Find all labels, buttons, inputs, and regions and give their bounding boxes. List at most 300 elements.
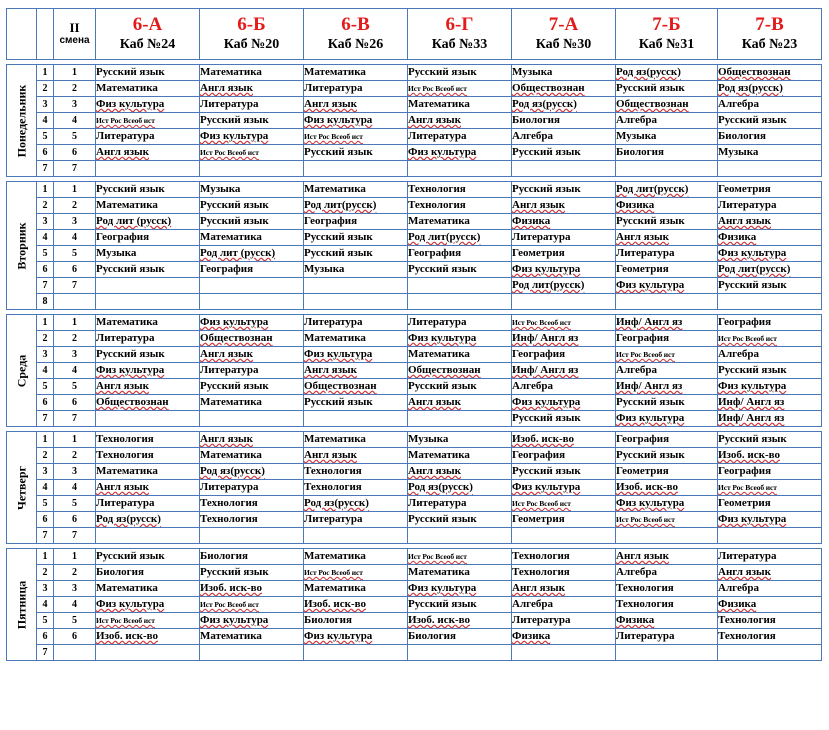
class-name: 7-А	[548, 14, 579, 35]
day-label-cell	[7, 315, 37, 427]
subject-cell: Русский язык	[200, 113, 304, 129]
subject-cell: Алгебра	[616, 113, 718, 129]
lesson-number: 3	[54, 464, 96, 480]
row-number: 5	[37, 613, 54, 629]
row-number: 4	[37, 363, 54, 379]
subject-cell: Геометрия	[718, 496, 822, 512]
lesson-row	[7, 81, 822, 97]
subject-cell: Физика	[512, 629, 616, 645]
subject-cell: Физ культура	[408, 145, 512, 161]
subject-cell: Биология	[200, 549, 304, 565]
subject-cell: Род лит(русск)	[616, 182, 718, 198]
subject-cell: Литература	[512, 613, 616, 629]
shift-header	[54, 9, 96, 60]
lesson-number: 5	[54, 613, 96, 629]
subject-cell: Музыка	[718, 145, 822, 161]
class-header	[200, 9, 304, 60]
lesson-number: 4	[54, 480, 96, 496]
row-number: 7	[37, 645, 54, 661]
subject-cell	[304, 161, 408, 177]
subject-cell: Англ язык	[200, 347, 304, 363]
subject-cell: Род яз(русск)	[96, 512, 200, 528]
subject-cell: Технология	[408, 198, 512, 214]
subject-cell: Музыка	[200, 182, 304, 198]
subject-cell: Изоб. иск-во	[616, 480, 718, 496]
lesson-number: 4	[54, 597, 96, 613]
subject-cell: Ист Рос Всеоб ист	[96, 113, 200, 129]
lesson-number: 1	[54, 549, 96, 565]
lesson-number: 5	[54, 496, 96, 512]
subject-cell	[304, 278, 408, 294]
subject-cell: География	[512, 347, 616, 363]
lesson-row	[7, 363, 822, 379]
subject-cell: Геометрия	[512, 512, 616, 528]
header-row	[7, 9, 822, 60]
subject-cell: Литература	[408, 315, 512, 331]
subject-cell: Математика	[96, 315, 200, 331]
lesson-row	[7, 432, 822, 448]
room-number: Каб №24	[119, 37, 176, 52]
subject-cell: Физ культура	[304, 347, 408, 363]
lesson-row	[7, 113, 822, 129]
lesson-row	[7, 528, 822, 544]
subject-cell: Литература	[200, 97, 304, 113]
lesson-number: 2	[54, 565, 96, 581]
lesson-row	[7, 198, 822, 214]
subject-cell: География	[512, 448, 616, 464]
subject-cell: Род яз(русск)	[200, 464, 304, 480]
subject-cell: Род лит(русск)	[408, 230, 512, 246]
subject-cell	[408, 294, 512, 310]
subject-cell: Англ язык	[96, 145, 200, 161]
row-number: 4	[37, 113, 54, 129]
subject-cell: Физ культура	[512, 480, 616, 496]
subject-cell	[200, 294, 304, 310]
subject-cell: Русский язык	[96, 347, 200, 363]
subject-cell: Англ язык	[408, 395, 512, 411]
lesson-number: 1	[54, 65, 96, 81]
subject-cell: Русский язык	[616, 395, 718, 411]
lesson-number: 6	[54, 262, 96, 278]
subject-cell	[408, 161, 512, 177]
subject-cell: Математика	[96, 81, 200, 97]
subject-cell: Англ язык	[304, 448, 408, 464]
subject-cell: Русский язык	[512, 182, 616, 198]
subject-cell: Биология	[718, 129, 822, 145]
day-label: Понедельник	[14, 84, 28, 157]
subject-cell: Литература	[718, 549, 822, 565]
subject-cell	[512, 294, 616, 310]
row-number: 2	[37, 448, 54, 464]
subject-cell: Физ культура	[512, 262, 616, 278]
row-number: 3	[37, 464, 54, 480]
subject-cell	[200, 645, 304, 661]
subject-cell: Физика	[718, 230, 822, 246]
lesson-number: 7	[54, 161, 96, 177]
lesson-row	[7, 629, 822, 645]
subject-cell: Англ язык	[512, 198, 616, 214]
lesson-number: 1	[54, 432, 96, 448]
lesson-row	[7, 97, 822, 113]
subject-cell: География	[718, 464, 822, 480]
subject-cell: Англ язык	[718, 214, 822, 230]
subject-cell: Род лит (русск)	[200, 246, 304, 262]
lesson-number: 7	[54, 411, 96, 427]
subject-cell: Русский язык	[200, 198, 304, 214]
subject-cell: Технология	[718, 613, 822, 629]
lesson-row	[7, 581, 822, 597]
subject-cell: Литература	[304, 81, 408, 97]
subject-cell: Русский язык	[718, 432, 822, 448]
lesson-number: 3	[54, 581, 96, 597]
row-number: 7	[37, 161, 54, 177]
subject-cell: Изоб. иск-во	[718, 448, 822, 464]
subject-cell: Литература	[304, 315, 408, 331]
lesson-row	[7, 161, 822, 177]
lesson-row	[7, 331, 822, 347]
subject-cell: Род яз(русск)	[718, 81, 822, 97]
subject-cell: Русский язык	[304, 230, 408, 246]
subject-cell	[718, 294, 822, 310]
row-number: 5	[37, 379, 54, 395]
subject-cell: Физ культура	[616, 411, 718, 427]
row-number: 6	[37, 629, 54, 645]
subject-cell	[96, 645, 200, 661]
subject-cell: Биология	[512, 113, 616, 129]
subject-cell: Математика	[200, 629, 304, 645]
subject-cell: Литература	[304, 512, 408, 528]
lesson-row	[7, 145, 822, 161]
subject-cell: Русский язык	[96, 182, 200, 198]
subject-cell: Изоб. иск-во	[96, 629, 200, 645]
row-number: 3	[37, 581, 54, 597]
class-header	[96, 9, 200, 60]
lesson-row	[7, 214, 822, 230]
subject-cell: Музыка	[512, 65, 616, 81]
lesson-number: 2	[54, 198, 96, 214]
lesson-row	[7, 565, 822, 581]
subject-cell: Физика	[512, 214, 616, 230]
lesson-number: 6	[54, 145, 96, 161]
subject-cell: Ист Рос Всеоб ист	[718, 331, 822, 347]
lesson-number: 6	[54, 629, 96, 645]
lesson-number: 5	[54, 129, 96, 145]
subject-cell: Англ язык	[512, 581, 616, 597]
subject-cell: Англ язык	[616, 549, 718, 565]
subject-cell: Русский язык	[96, 262, 200, 278]
subject-cell: Ист Рос Всеоб ист	[616, 347, 718, 363]
lesson-row	[7, 549, 822, 565]
subject-cell: Физ культура	[512, 395, 616, 411]
subject-cell: Русский язык	[616, 448, 718, 464]
subject-cell: Род яз(русск)	[512, 97, 616, 113]
lesson-row	[7, 613, 822, 629]
subject-cell: Ист Рос Всеоб ист	[512, 315, 616, 331]
subject-cell	[408, 411, 512, 427]
subject-cell: Алгебра	[512, 597, 616, 613]
class-name: 6-В	[341, 14, 370, 35]
row-number: 2	[37, 198, 54, 214]
day-label-cell	[7, 182, 37, 310]
subject-cell: Литература	[718, 198, 822, 214]
subject-cell: Род яз(русск)	[304, 496, 408, 512]
room-number: Каб №33	[431, 37, 488, 52]
subject-cell: Литература	[96, 496, 200, 512]
subject-cell: Русский язык	[304, 145, 408, 161]
class-header	[304, 9, 408, 60]
lesson-number: 2	[54, 331, 96, 347]
subject-cell: Англ язык	[304, 97, 408, 113]
subject-cell: Физ культура	[616, 496, 718, 512]
subject-cell: Музыка	[408, 432, 512, 448]
lesson-number	[54, 294, 96, 310]
subject-cell: Русский язык	[512, 411, 616, 427]
subject-cell: Технология	[512, 549, 616, 565]
subject-cell	[408, 278, 512, 294]
subject-cell: Русский язык	[408, 379, 512, 395]
subject-cell: Литература	[408, 129, 512, 145]
subject-cell	[96, 278, 200, 294]
subject-cell	[718, 645, 822, 661]
subject-cell	[96, 528, 200, 544]
subject-cell	[304, 528, 408, 544]
subject-cell: Русский язык	[96, 549, 200, 565]
subject-cell: Литература	[512, 230, 616, 246]
subject-cell: Технология	[304, 480, 408, 496]
subject-cell	[96, 161, 200, 177]
subject-cell: Математика	[200, 65, 304, 81]
subject-cell: Физ культура	[304, 629, 408, 645]
row-number: 2	[37, 565, 54, 581]
subject-cell: Технология	[304, 464, 408, 480]
subject-cell: Математика	[200, 230, 304, 246]
subject-cell: Биология	[304, 613, 408, 629]
subject-cell: Математика	[304, 65, 408, 81]
class-name: 6-Б	[237, 14, 266, 35]
subject-cell	[512, 161, 616, 177]
class-header	[616, 9, 718, 60]
room-number: Каб №30	[535, 37, 592, 52]
subject-cell: Биология	[96, 565, 200, 581]
lesson-number: 6	[54, 512, 96, 528]
subject-cell: Обществознан	[96, 395, 200, 411]
subject-cell: Математика	[200, 448, 304, 464]
lesson-row	[7, 315, 822, 331]
subject-cell: Технология	[96, 432, 200, 448]
subject-cell: Русский язык	[512, 464, 616, 480]
subject-cell: Англ язык	[408, 464, 512, 480]
lesson-row	[7, 512, 822, 528]
lesson-number: 4	[54, 230, 96, 246]
header-corner	[7, 9, 37, 60]
subject-cell: Ист Рос Всеоб ист	[408, 81, 512, 97]
subject-cell: Математика	[200, 395, 304, 411]
subject-cell: Алгебра	[512, 129, 616, 145]
lesson-row	[7, 294, 822, 310]
subject-cell: Технология	[96, 448, 200, 464]
subject-cell	[616, 161, 718, 177]
subject-cell	[200, 411, 304, 427]
lesson-row	[7, 480, 822, 496]
subject-cell	[304, 411, 408, 427]
subject-cell: Технология	[616, 581, 718, 597]
subject-cell	[200, 278, 304, 294]
subject-cell: Инф/ Англ яз	[616, 315, 718, 331]
row-number: 3	[37, 214, 54, 230]
class-header	[408, 9, 512, 60]
subject-cell: Род яз(русск)	[616, 65, 718, 81]
subject-cell: Математика	[96, 581, 200, 597]
row-number: 7	[37, 411, 54, 427]
subject-cell: Биология	[616, 145, 718, 161]
class-name: 7-В	[755, 14, 784, 35]
subject-cell: Технология	[616, 597, 718, 613]
row-number: 6	[37, 262, 54, 278]
subject-cell: География	[408, 246, 512, 262]
lesson-row	[7, 464, 822, 480]
subject-cell	[616, 294, 718, 310]
subject-cell	[718, 528, 822, 544]
subject-cell: Русский язык	[200, 565, 304, 581]
lesson-number: 6	[54, 395, 96, 411]
subject-cell: Русский язык	[96, 65, 200, 81]
lesson-row	[7, 411, 822, 427]
subject-cell: Алгебра	[718, 347, 822, 363]
day-label: Четверг	[14, 465, 28, 510]
subject-cell: Физ культура	[200, 315, 304, 331]
header-corner-num	[37, 9, 54, 60]
subject-cell: Англ язык	[616, 230, 718, 246]
subject-cell: Изоб. иск-во	[304, 597, 408, 613]
row-number: 1	[37, 182, 54, 198]
subject-cell: Изоб. иск-во	[512, 432, 616, 448]
subject-cell: Русский язык	[408, 597, 512, 613]
subject-cell: Физ культура	[718, 512, 822, 528]
subject-cell: Физ культура	[96, 97, 200, 113]
lesson-number	[54, 645, 96, 661]
subject-cell: Математика	[408, 97, 512, 113]
row-number: 1	[37, 315, 54, 331]
subject-cell: Русский язык	[200, 214, 304, 230]
subject-cell: Русский язык	[304, 246, 408, 262]
subject-cell: Ист Рос Всеоб ист	[408, 549, 512, 565]
subject-cell: Род лит(русск)	[304, 198, 408, 214]
subject-cell: Физика	[718, 597, 822, 613]
row-number: 1	[37, 549, 54, 565]
lesson-number: 2	[54, 81, 96, 97]
lesson-number: 1	[54, 315, 96, 331]
row-number: 7	[37, 528, 54, 544]
subject-cell: Математика	[96, 464, 200, 480]
subject-cell: Технология	[512, 565, 616, 581]
lesson-row	[7, 182, 822, 198]
row-number: 6	[37, 145, 54, 161]
subject-cell: География	[616, 331, 718, 347]
subject-cell: Литература	[616, 629, 718, 645]
subject-cell: География	[200, 262, 304, 278]
subject-cell	[200, 161, 304, 177]
schedule-table	[6, 8, 822, 661]
subject-cell: Русский язык	[718, 113, 822, 129]
subject-cell: Ист Рос Всеоб ист	[304, 565, 408, 581]
lesson-number: 1	[54, 182, 96, 198]
subject-cell: Обществознан	[616, 97, 718, 113]
subject-cell: Алгебра	[616, 363, 718, 379]
subject-cell: Геометрия	[512, 246, 616, 262]
subject-cell: Музыка	[616, 129, 718, 145]
subject-cell: Англ язык	[96, 480, 200, 496]
lesson-number: 3	[54, 347, 96, 363]
subject-cell: Англ язык	[408, 113, 512, 129]
subject-cell: География	[96, 230, 200, 246]
subject-cell: Геометрия	[718, 182, 822, 198]
subject-cell: Физика	[616, 198, 718, 214]
subject-cell: Технология	[718, 629, 822, 645]
row-number: 7	[37, 278, 54, 294]
class-name: 6-Г	[445, 14, 474, 35]
lesson-number: 2	[54, 448, 96, 464]
row-number: 4	[37, 480, 54, 496]
subject-cell: Математика	[408, 347, 512, 363]
subject-cell: Ист Рос Всеоб ист	[512, 496, 616, 512]
subject-cell: Математика	[304, 581, 408, 597]
subject-cell: Математика	[96, 198, 200, 214]
subject-cell: Русский язык	[408, 262, 512, 278]
subject-cell: Литература	[408, 496, 512, 512]
row-number: 5	[37, 246, 54, 262]
row-number: 1	[37, 432, 54, 448]
subject-cell: Математика	[408, 214, 512, 230]
row-number: 2	[37, 81, 54, 97]
subject-cell	[304, 645, 408, 661]
subject-cell: Биология	[408, 629, 512, 645]
subject-cell: Обществознан	[408, 363, 512, 379]
lesson-row	[7, 496, 822, 512]
class-name: 6-А	[132, 14, 163, 35]
subject-cell: Алгебра	[718, 97, 822, 113]
row-number: 6	[37, 395, 54, 411]
subject-cell: Англ язык	[200, 81, 304, 97]
subject-cell	[512, 528, 616, 544]
subject-cell: Русский язык	[304, 395, 408, 411]
subject-cell: Математика	[304, 331, 408, 347]
subject-cell: Математика	[304, 432, 408, 448]
subject-cell	[512, 645, 616, 661]
subject-cell: Физ культура	[200, 613, 304, 629]
class-header	[512, 9, 616, 60]
row-number: 5	[37, 129, 54, 145]
schedule-page	[6, 8, 822, 661]
lesson-row	[7, 129, 822, 145]
row-number: 4	[37, 597, 54, 613]
subject-cell: Инф/ Англ яз	[512, 363, 616, 379]
subject-cell: Литература	[96, 129, 200, 145]
subject-cell: Англ язык	[96, 379, 200, 395]
subject-cell: Литература	[200, 363, 304, 379]
subject-cell	[96, 411, 200, 427]
subject-cell: Музыка	[304, 262, 408, 278]
subject-cell: Род лит (русск)	[96, 214, 200, 230]
row-number: 4	[37, 230, 54, 246]
lesson-row	[7, 65, 822, 81]
subject-cell	[616, 528, 718, 544]
subject-cell: Физ культура	[408, 331, 512, 347]
lesson-row	[7, 262, 822, 278]
subject-cell: Физ культура	[96, 597, 200, 613]
room-number: Каб №31	[638, 37, 695, 52]
subject-cell: Русский язык	[200, 379, 304, 395]
subject-cell	[408, 528, 512, 544]
